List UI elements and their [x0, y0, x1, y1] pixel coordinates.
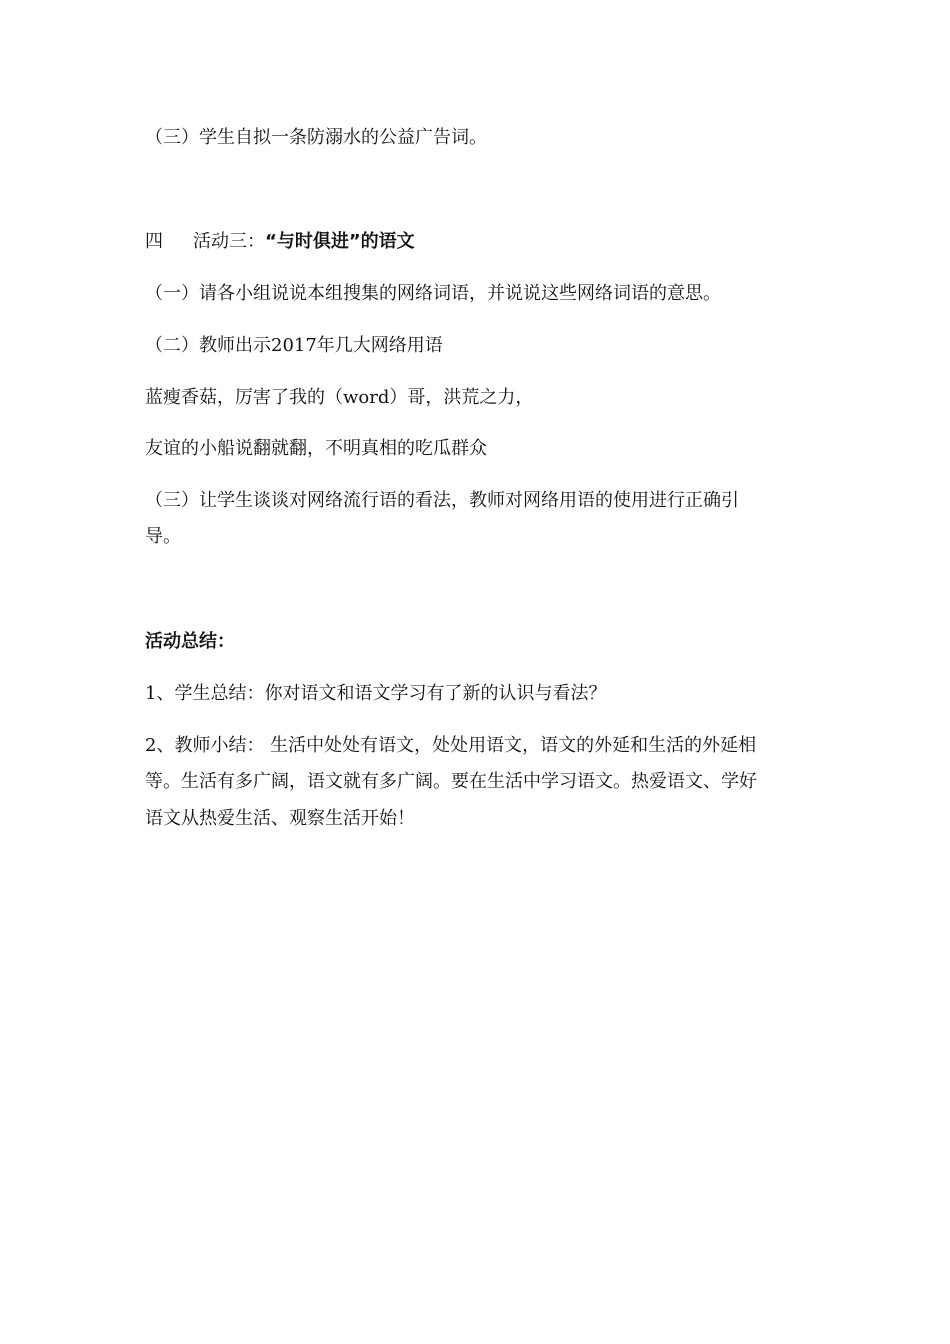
summary-item-2-line-1: 2、教师小结： 生活中处处有语文，处处用语文，语文的外延和生活的外延相: [145, 735, 757, 756]
network-phrases-line-1: 蓝瘦香菇，厉害了我的（word）哥，洪荒之力，: [145, 387, 534, 408]
section-number: 四: [145, 231, 163, 252]
paragraph-item-3-discussion-line-2: 导。: [145, 526, 181, 547]
summary-item-2-line-3: 语文从热爱生活、观察生活开始！: [145, 808, 415, 829]
network-phrases-line-2: 友谊的小船说翻就翻，不明真相的吃瓜群众: [145, 438, 487, 459]
paragraph-item-1-network-words: （一）请各小组说说本组搜集的网络词语，并说说这些网络词语的意思。: [145, 283, 721, 304]
paragraph-item-3-slogan: （三）学生自拟一条防溺水的公益广告词。: [145, 127, 487, 148]
summary-item-2-line-2: 等。生活有多广阔，语文就有多广阔。要在生活中学习语文。热爱语文、学好: [145, 771, 757, 792]
paragraph-item-2-teacher-shows: （二）教师出示2017年几大网络用语: [145, 335, 443, 356]
section-label: 活动三：: [193, 231, 265, 252]
paragraph-item-3-discussion-line-1: （三）让学生谈谈对网络流行语的看法，教师对网络用语的使用进行正确引: [145, 490, 739, 511]
summary-heading: 活动总结：: [145, 631, 235, 652]
section-heading-activity-3: [145, 232, 805, 252]
section-title: “与时俱进”的语文: [265, 231, 415, 252]
summary-item-1: 1、学生总结：你对语文和语文学习有了新的认识与看法？: [145, 683, 607, 704]
